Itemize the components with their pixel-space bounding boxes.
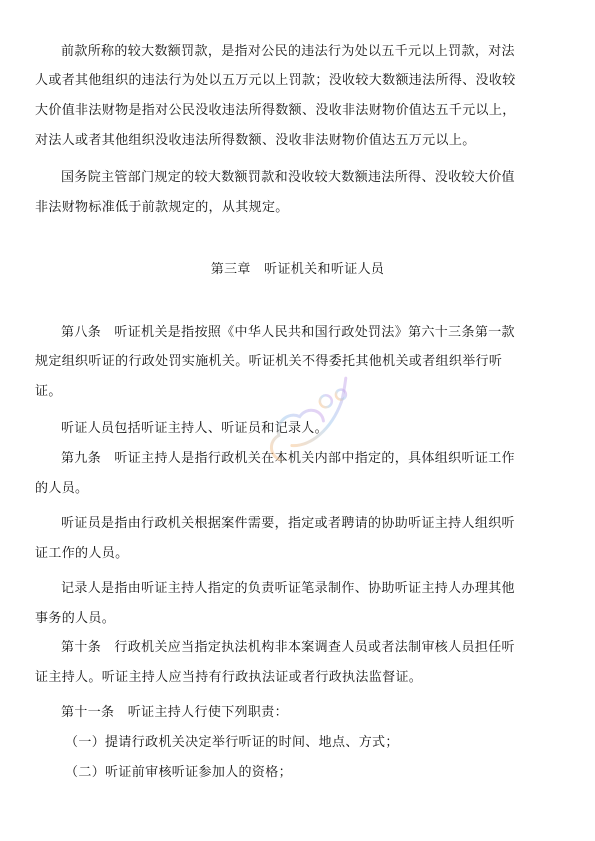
paragraph-line: 人或者其他组织的违法行为处以五万元以上罚款；没收较大数额违法所得、没收较 (35, 73, 516, 88)
paragraph-line: 听证员是指由行政机关根据案件需要，指定或者聘请的协助听证主持人组织听 (61, 516, 515, 531)
paragraph-line: 大价值非法财物是指对公民没收违法所得数额、没收非法财物价值达五千元以上， (35, 103, 516, 118)
paragraph-line: 证工作的人员。 (35, 546, 129, 561)
chapter-heading: 第三章 听证机关和听证人员 (210, 262, 385, 277)
paragraph-line: 听证人员包括听证主持人、听证员和记录人。 (61, 421, 329, 436)
list-item: （一）提请行政机关决定举行听证的时间、地点、方式； (65, 735, 399, 750)
paragraph-line: 证。 (35, 384, 62, 399)
paragraph-line: 对法人或者其他组织没收违法所得数额、没收非法财物价值达五万元以上。 (35, 133, 476, 148)
paragraph-line: 规定组织听证的行政处罚实施机关。听证机关不得委托其他机关或者组织举行听 (35, 354, 503, 369)
paragraph-line: 国务院主管部门规定的较大数额罚款和没收较大数额违法所得、没收较大价值 (61, 170, 515, 185)
paragraph-line: 记录人是指由听证主持人指定的负责听证笔录制作、协助听证主持人办理其他 (61, 581, 515, 596)
article-line: 第十一条 听证主持人行使下列职责： (61, 705, 288, 720)
paragraph-line: 非法财物标准低于前款规定的，从其规定。 (35, 200, 289, 215)
paragraph-line: 前款所称的较大数额罚款，是指对公民的违法行为处以五千元以上罚款，对法 (61, 44, 515, 59)
paragraph-line: 证主持人。听证主持人应当持有行政执法证或者行政执法监督证。 (35, 670, 423, 685)
article-line: 第九条 听证主持人是指行政机关在本机关内部中指定的，具体组织听证工作 (61, 451, 515, 466)
article-line: 第八条 听证机关是指按照《中华人民共和国行政处罚法》第六十三条第一款 (61, 325, 515, 340)
article-line: 第十条 行政机关应当指定执法机构非本案调查人员或者法制审核人员担任听 (61, 640, 515, 655)
paragraph-line: 事务的人员。 (35, 611, 116, 626)
list-item: （二）听证前审核听证参加人的资格； (65, 765, 292, 780)
paragraph-line: 的人员。 (35, 481, 89, 496)
